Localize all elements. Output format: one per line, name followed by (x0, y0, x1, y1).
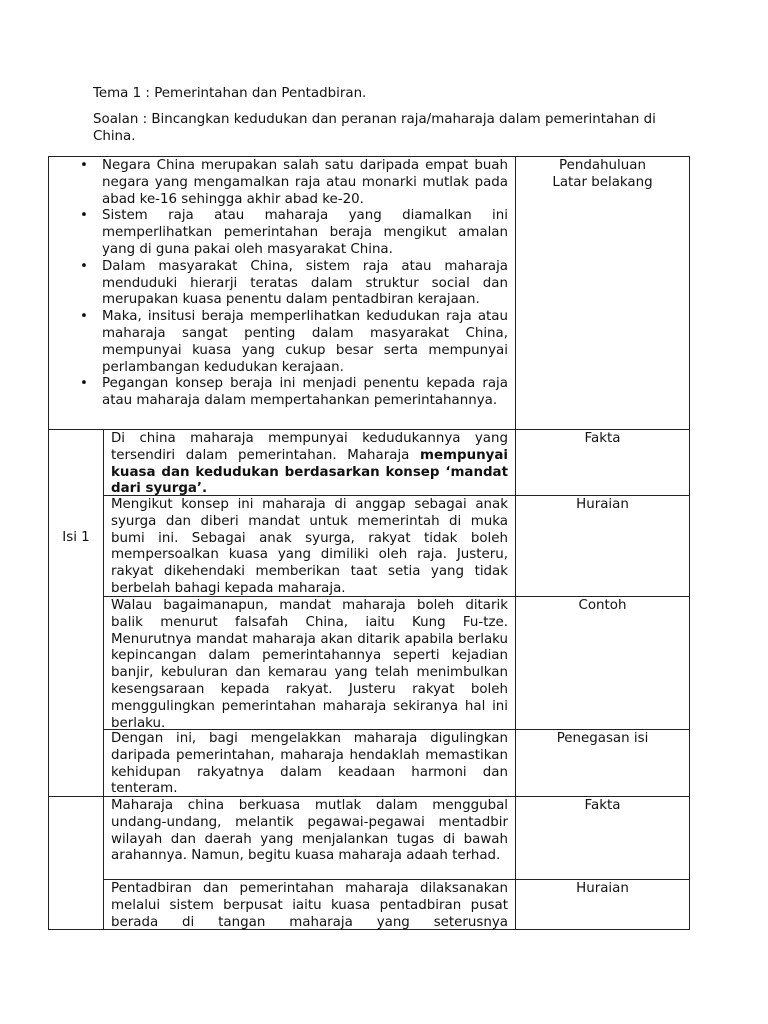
list-item: • Sistem raja atau maharaja yang diamalkan ini memperlihatkan pemerintahan beraja mengikut amalan yang di guna pakai oleh masyarakat China. (102, 208, 508, 258)
list-item: • Maka, insitusi beraja memperlihatkan kedudukan raja atau maharaja sangat penting dalam masyarakat China, mempunyai kuasa yang cukup besar serta mempunyai perlambangan kedudukan kerajaan. (102, 309, 508, 376)
isi1-label: Isi 1 (62, 530, 90, 545)
question-line: Soalan : Bincangkan kedudukan dan peranan raja/maharaja dalam pemerintahan di China. (93, 112, 656, 144)
column-divider (103, 429, 104, 930)
isi2-huraian-text: Pentadbiran dan pemerintahan maharaja dilaksanakan melalui sistem berpusat iaitu kuasa pentadbiran pusat berada di tangan maharaja yang seterusnya (111, 881, 508, 930)
row-divider (48, 429, 690, 430)
isi1-penegasan-text: Dengan ini, bagi mengelakkan maharaja digulingkan daripada pemerintahan, maharaja hendaklah memastikan kehidupan rakyatnya dalam keadaan harmoni dan tenteram. (111, 731, 508, 797)
isi1-contoh-text: Walau bagaimanapun, mandat maharaja boleh ditarik balik menurut falsafah China, iaitu Kung Fu-tze. Menurutnya mandat maharaja akan ditarik apabila berlaku kepincangan dalam pemerintahannya seperti kejadian banjir, kebuluran dan kemarau yang telah menimbulkan kesengsaraan kepada rakyat. Justeru rakyat boleh menggulingkan pemerintahan maharaja sekiranya hal ini berlaku. (111, 598, 508, 731)
label-latar-belakang: Latar belakang (552, 174, 653, 190)
list-item: • Pegangan konsep beraja ini menjadi penentu kepada raja atau maharaja dalam mempertahankan pemerintahannya. (102, 376, 508, 410)
theme-line: Tema 1 : Pemerintahan dan Pentadbiran. (93, 86, 367, 101)
essay-outline-table (48, 156, 690, 930)
label-huraian: Huraian (576, 497, 629, 512)
intro-cell (80, 158, 508, 410)
label-fakta: Fakta (584, 798, 621, 813)
table-border-right (689, 156, 690, 930)
label-pendahuluan: Pendahuluan (559, 158, 646, 173)
row-divider (103, 879, 690, 880)
isi1-fakta-text (111, 431, 508, 498)
label-contoh: Contoh (578, 598, 627, 613)
table-border-top (48, 156, 690, 157)
isi1-huraian-text: Mengikut konsep ini maharaja di anggap sebagai anak syurga dan diberi mandat untuk memerintah di muka bumi ini. Sebagai anak syurga, rakyat tidak boleh mempersoalkan kuasa yang dimiliki oleh raja. Justeru, rakyat dikehendaki memberikan taat setia yang tidak berbelah bahagi kepada maharaja. (111, 497, 508, 596)
label-penegasan-isi: Penegasan isi (556, 731, 649, 746)
isi2-fakta-text: Maharaja china berkuasa mutlak dalam menggubal undang-undang, melantik pegawai-pegawai mentadbir wilayah dan daerah yang menjalankan tugas di bawah arahannya. Namun, begitu kuasa maharaja adaah terhad. (111, 798, 508, 864)
fakta-text-plain: Di china maharaja mempunyai kedudukannya yang tersendiri dalam pemerintahan. Maharaja (111, 431, 508, 463)
fakta-text-bold: mempunyai kuasa dan kedudukan berdasarkan konsep ‘mandat dari syurga’. (111, 447, 508, 497)
list-item: • Dalam masyarakat China, sistem raja atau maharaja menduduki hierarji teratas dalam struktur social dan merupakan kuasa penentu dalam pentadbiran kerajaan. (102, 259, 508, 309)
intro-label-cell (516, 158, 689, 192)
list-item: • Negara China merupakan salah satu daripada empat buah negara yang mengamalkan raja atau monarki mutlak pada abad ke-16 sehingga akhir abad ke-20. (102, 158, 508, 208)
label-fakta: Fakta (584, 431, 621, 446)
label-huraian: Huraian (576, 881, 629, 896)
